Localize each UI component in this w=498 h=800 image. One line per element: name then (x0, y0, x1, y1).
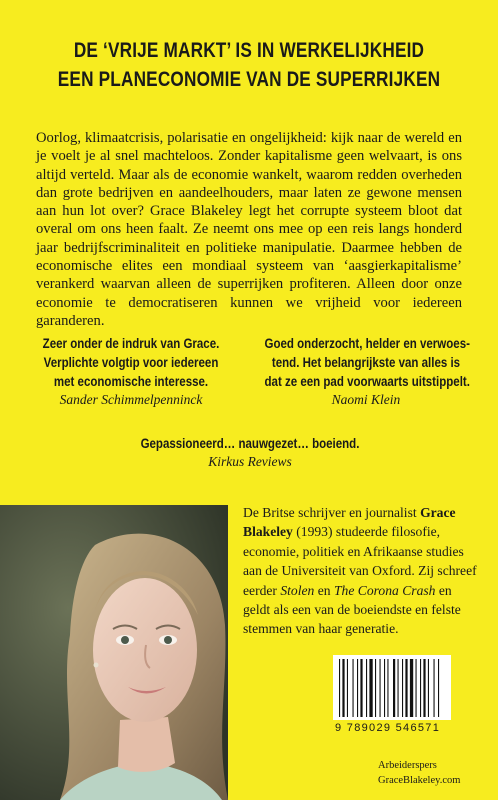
blurb-text: Oorlog, klimaatcrisis, polarisatie en ongelijkheid: kijk naar de wereld en je voelt je al snel machteloos. Zonder kapitalisme geen welvaart, is ons altijd verteld. Maar als de economie wankelt, waarom redden overheden dan grote bedrijven en aandeelhouders, maar laten ze gewone mensen aan hun lot over? Grace Blakeley legt het corrupte systeem bloot dat overal om ons heen faalt. Ze neemt ons mee op een reis langs honderd jaar bedrijfscriminaliteit en politieke manipulatie. Daarmee hebben de economische elites een mondiaal systeem van ‘aasgierkapitalisme’ verankerd waarvan alleen de superrijken profiteren. Alleen door onze economie te democratiseren kunnen we vrijheid voor iedereen garanderen. (36, 130, 462, 329)
author-bio (243, 503, 478, 639)
quote-author: Kirkus Reviews (208, 454, 292, 469)
bio-text: en geldt als een van de boeiendste en felste stemmen van haar generatie. (243, 582, 461, 637)
barcode-bar (398, 659, 399, 717)
quote-kirkus (110, 434, 390, 471)
bio-intro: De Britse schrijver en journalist (243, 505, 417, 520)
barcode-bar (380, 659, 381, 717)
quote-schimmelpenninck (20, 334, 242, 409)
publisher-url: GraceBlakeley.com (378, 775, 461, 786)
barcode-bar (416, 659, 417, 717)
barcode-bar (428, 659, 429, 717)
barcode-bar (420, 659, 421, 717)
barcode-bar (369, 659, 372, 717)
barcode-bar (402, 659, 403, 717)
publisher-info (378, 758, 498, 788)
quote-line: met economische interesse. (53, 374, 209, 389)
barcode-bar (384, 659, 385, 717)
bio-book-title: Stolen (280, 582, 315, 598)
quote-author: Sander Schimmelpenninck (59, 392, 203, 407)
barcode-bar (342, 659, 344, 717)
bio-text: studeerde filosofie, economie, politiek en Afrikaanse studies aan de Universiteit van Oxford. Zij schreef eerder (243, 524, 477, 598)
headline (45, 36, 453, 94)
bio-year: (1993) (292, 524, 336, 540)
barcode-bar (438, 659, 439, 717)
bio-book-title: The Corona Crash (333, 582, 436, 598)
barcode-bar (366, 659, 367, 717)
author-portrait-illustration (0, 505, 228, 800)
quote-line: dat ze een pad voorwaarts uitstippelt. (264, 374, 470, 389)
isbn-barcode (333, 655, 451, 720)
barcode-bar (405, 659, 407, 717)
barcode-bar (360, 659, 362, 717)
author-photo (0, 505, 228, 800)
publisher-name: Arbeiderspers (378, 760, 437, 771)
barcode-bar (387, 659, 388, 717)
barcode-bar (375, 659, 376, 717)
quote-line: Goed onderzocht, helder en verwoes- (264, 336, 470, 351)
bio-author-name: Grace Blakeley (243, 505, 456, 540)
quote-klein (248, 334, 484, 409)
barcode-icon (333, 655, 451, 720)
isbn-digits: 9 789029 546571 (335, 722, 441, 734)
barcode-bar (410, 659, 413, 717)
quote-line: Zeer onder de indruk van Grace. (42, 336, 220, 351)
barcode-bar (434, 659, 435, 717)
barcode-bar (423, 659, 425, 717)
quote-line: tend. Het belangrijkste van alles is (271, 355, 461, 370)
quote-author: Naomi Klein (331, 392, 401, 407)
quote-line: Verplichte volgtip voor iedereen (43, 355, 219, 370)
barcode-bar (357, 659, 358, 717)
quote-line: Gepassioneerd… nauwgezet… boeiend. (140, 436, 360, 451)
headline-line-2: EEN PLANECONOMIE VAN DE SUPERRIJKEN (57, 68, 441, 91)
barcode-bar (353, 659, 354, 717)
barcode-bar (393, 659, 395, 717)
barcode-bar (347, 659, 348, 717)
headline-line-1: DE ‘VRIJE MARKT’ IS IN WERKELIJKHEID (73, 39, 425, 62)
bio-text: en (314, 582, 334, 598)
barcode-bar (339, 659, 340, 717)
